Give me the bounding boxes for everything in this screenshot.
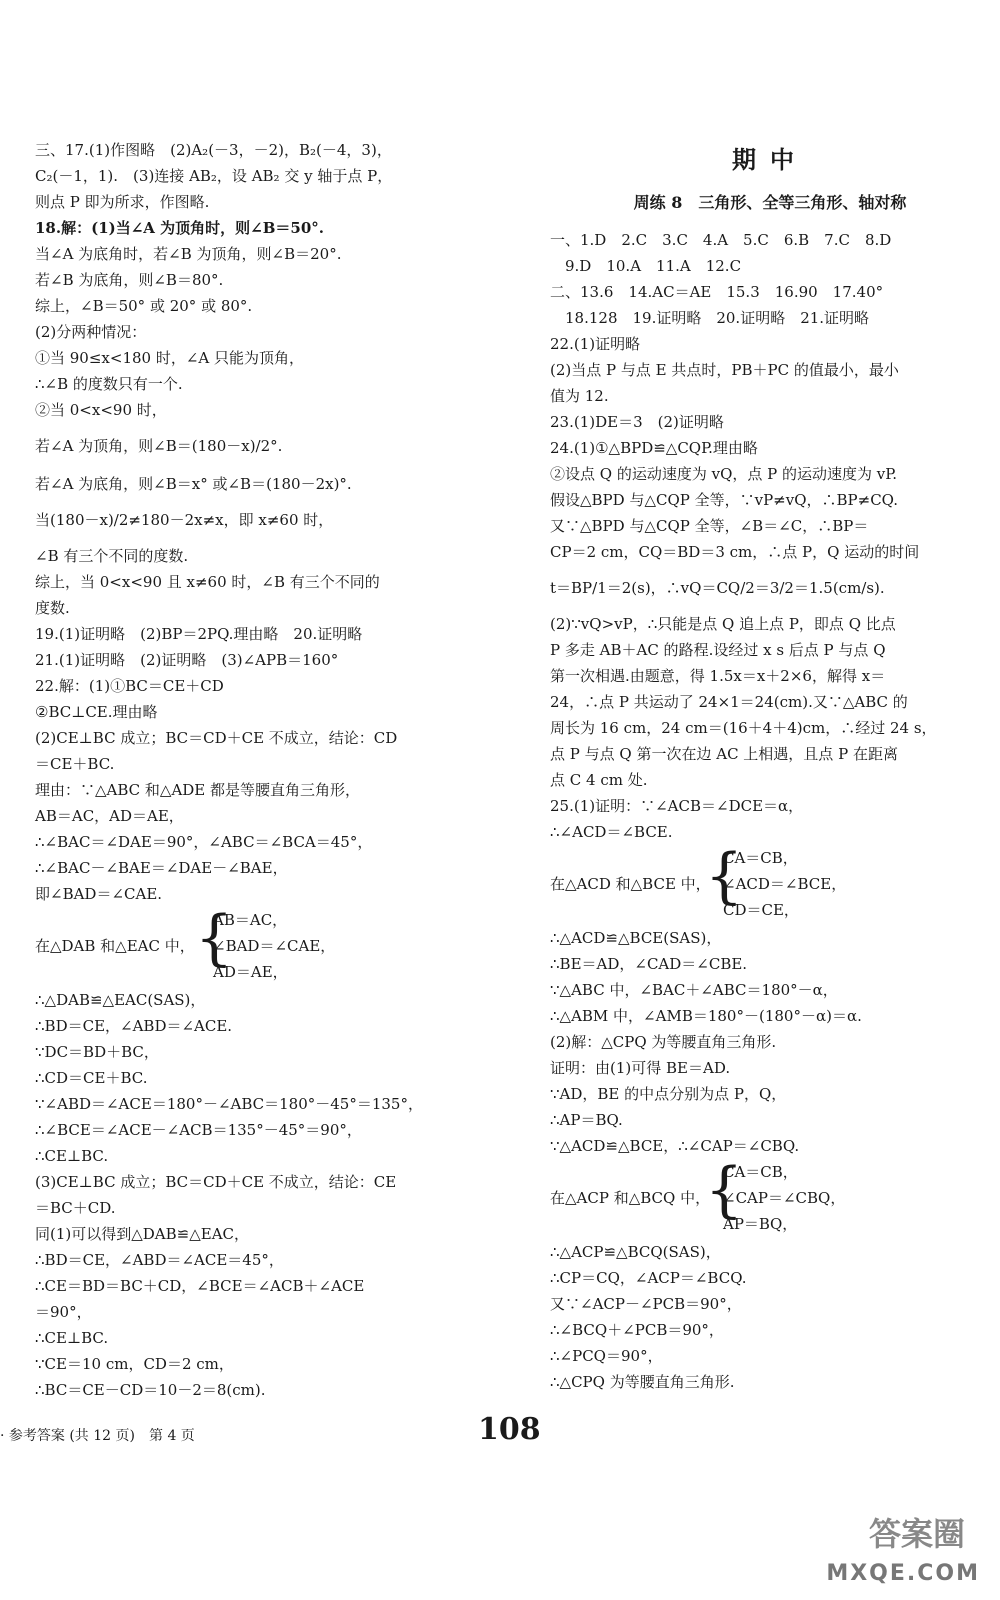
right-line: t＝BP/1＝2(s)，∴vQ＝CQ/2＝3/2＝1.5(cm/s). [550, 579, 885, 597]
right-line: ∴△ACP≌△BCQ(SAS)， [550, 1243, 721, 1261]
left-line: 当(180－x)/2≠180－2x≠x，即 x≠60 时， [35, 511, 334, 529]
brace-icon: { [195, 903, 234, 973]
right-line: 22.(1)证明略 [550, 335, 641, 353]
watermark-url: MXQE.COM [826, 1561, 980, 1586]
left-line: ∴CE⊥BC. [35, 1329, 109, 1347]
right-line: 9.D 10.A 11.A 12.C [550, 257, 742, 275]
left-line: 若∠A 为底角，则∠B＝x° 或∠B＝(180－2x)°. [35, 475, 352, 493]
left-line: (3)CE⊥BC 成立；BC＝CD＋CE 不成立，结论：CE [35, 1173, 397, 1191]
left-line: AB＝AC，AD＝AE， [35, 807, 184, 825]
right-line: ∴△CPQ 为等腰直角三角形. [550, 1373, 735, 1391]
left-line: ∴CE＝BD＝BC＋CD，∠BCE＝∠ACB＋∠ACE [35, 1277, 365, 1295]
brace-line: AP＝BQ， [723, 1215, 798, 1233]
left-line: ∵DC＝BD＋BC， [35, 1043, 159, 1061]
right-line: CP＝2 cm，CQ＝BD＝3 cm，∴点 P，Q 运动的时间 [550, 543, 920, 561]
left-line: 度数. [35, 599, 70, 617]
brace-line: CA＝CB， [723, 849, 798, 867]
right-line: (2)当点 P 与点 E 共点时，PB＋PC 的值最小，最小 [550, 361, 899, 379]
left-line: 即∠BAD＝∠CAE. [35, 885, 163, 903]
right-line: ∴△ABM 中，∠AMB＝180°－(180°－α)＝α. [550, 1007, 862, 1025]
left-line: 三、17.(1)作图略 (2)A₂(－3，－2)，B₂(－4，3)， [35, 141, 392, 159]
left-line: ∴∠BCE＝∠ACE－∠ACB＝135°－45°＝90°， [35, 1121, 362, 1139]
right-line: P 多走 AB＋AC 的路程.设经过 x s 后点 P 与点 Q [550, 641, 886, 659]
left-line: 则点 P 即为所求，作图略. [35, 193, 210, 211]
right-line: 一、1.D 2.C 3.C 4.A 5.C 6.B 7.C 8.D [550, 231, 892, 249]
left-line: 18.解：(1)当∠A 为顶角时，则∠B＝50°. [35, 219, 325, 237]
section-title: 期中 [732, 145, 808, 174]
right-line: ∵AD，BE 的中点分别为点 P，Q， [550, 1085, 787, 1103]
footer-text: · 参考答案 (共 12 页) 第 4 页 [0, 1428, 195, 1444]
left-line: ∵CE＝10 cm，CD＝2 cm， [35, 1355, 234, 1373]
left-line: ∴∠BAC－∠BAE＝∠DAE－∠BAE， [35, 859, 288, 877]
left-line: 在△DAB 和△EAC 中， [35, 937, 195, 955]
left-line: (2)CE⊥BC 成立；BC＝CD＋CE 不成立，结论：CD [35, 729, 398, 747]
right-line: ∴BE＝AD，∠CAD＝∠CBE. [550, 955, 748, 973]
left-line: ∴CD＝CE＋BC. [35, 1069, 148, 1087]
right-line: 二、13.6 14.AC＝AE 15.3 16.90 17.40° [550, 283, 884, 301]
right-line: ∵△ABC 中，∠BAC＋∠ABC＝180°－α， [550, 981, 838, 999]
left-line: 21.(1)证明略 (2)证明略 (3)∠APB＝160° [35, 651, 339, 669]
right-line: ∵△ACD≌△BCE，∴∠CAP＝∠CBQ. [550, 1137, 800, 1155]
right-line: (2)∵vQ>vP，∴只能是点 Q 追上点 P，即点 Q 比点 [550, 615, 896, 633]
right-line: 证明：由(1)可得 BE＝AD. [550, 1059, 731, 1077]
right-line: 23.(1)DE＝3 (2)证明略 [550, 413, 724, 431]
right-line: 25.(1)证明：∵∠ACB＝∠DCE＝α， [550, 797, 804, 815]
left-line: 理由：∵△ABC 和△ADE 都是等腰直角三角形， [35, 781, 361, 799]
right-line: 假设△BPD 与△CQP 全等，∵vP≠vQ，∴BP≠CQ. [550, 491, 899, 509]
page-number: 108 [478, 1412, 541, 1447]
right-line: 又∵△BPD 与△CQP 全等，∠B＝∠C，∴BP＝ [550, 517, 869, 535]
right-line: 点 P 与点 Q 第一次在边 AC 上相遇，且点 P 在距离 [550, 745, 898, 763]
left-line: ∠B 有三个不同的度数. [35, 547, 189, 565]
left-line: ∴∠BAC＝∠DAE＝90°，∠ABC＝∠BCA＝45°， [35, 833, 373, 851]
brace-line: AD＝AE， [213, 963, 288, 981]
right-line: ∴∠PCQ＝90°， [550, 1347, 663, 1365]
left-line: 若∠B 为底角，则∠B＝80°. [35, 271, 224, 289]
left-line: ①当 90≤x<180 时，∠A 只能为顶角， [35, 349, 305, 367]
left-line: ∴∠B 的度数只有一个. [35, 375, 183, 393]
left-line: ∴BD＝CE，∠ABD＝∠ACE. [35, 1017, 233, 1035]
brace-line: ∠ACD＝∠BCE， [723, 875, 847, 893]
right-line: 第一次相遇.由题意，得 1.5x＝x＋2×6，解得 x＝ [550, 667, 886, 685]
right-line: 又∵∠ACP－∠PCB＝90°， [550, 1295, 742, 1313]
left-line: 19.(1)证明略 (2)BP＝2PQ.理由略 20.证明略 [35, 625, 363, 643]
watermark-logo: 答案圈 [868, 1515, 965, 1553]
left-line: 22.解：(1)①BC＝CE＋CD [35, 677, 224, 695]
left-line: ②BC⊥CE.理由略 [35, 703, 158, 721]
brace-line: ∠CAP＝∠CBQ， [723, 1189, 846, 1207]
left-line: 当∠A 为底角时，若∠B 为顶角，则∠B＝20°. [35, 245, 342, 263]
left-line: ②当 0<x<90 时， [35, 401, 167, 419]
brace-icon: { [705, 841, 744, 911]
left-line: ∴CE⊥BC. [35, 1147, 109, 1165]
left-line: ＝90°， [35, 1303, 92, 1321]
right-line: ∴CP＝CQ，∠ACP＝∠BCQ. [550, 1269, 747, 1287]
right-line: (2)解：△CPQ 为等腰直角三角形. [550, 1033, 777, 1051]
section-subtitle: 周练 8 三角形、全等三角形、轴对称 [633, 193, 907, 212]
right-line: ②设点 Q 的运动速度为 vQ，点 P 的运动速度为 vP. [550, 465, 898, 483]
right-line: 24，∴点 P 共运动了 24×1＝24(cm).又∵△ABC 的 [550, 693, 908, 711]
right-line: ∴AP＝BQ. [550, 1111, 623, 1129]
left-line: 综上，∠B＝50° 或 20° 或 80°. [35, 297, 253, 315]
left-line: ∵∠ABD＝∠ACE＝180°－∠ABC＝180°－45°＝135°， [35, 1095, 423, 1113]
left-line: ∴△DAB≌△EAC(SAS)， [35, 991, 206, 1009]
right-line: ∴∠BCQ＋∠PCB＝90°， [550, 1321, 724, 1339]
brace-icon: { [705, 1155, 744, 1225]
left-line: ＝BC＋CD. [35, 1199, 116, 1217]
brace-line: ∠BAD＝∠CAE， [213, 937, 336, 955]
right-line: 在△ACD 和△BCE 中， [550, 875, 711, 893]
left-line: (2)分两种情况： [35, 323, 147, 341]
right-line: 18.128 19.证明略 20.证明略 21.证明略 [550, 309, 870, 327]
right-line: ∴∠ACD＝∠BCE. [550, 823, 673, 841]
left-line: ∴BD＝CE，∠ABD＝∠ACE＝45°， [35, 1251, 284, 1269]
left-line: 综上，当 0<x<90 且 x≠60 时，∠B 有三个不同的 [35, 573, 380, 591]
right-line: 点 C 4 cm 处. [550, 771, 648, 789]
brace-line: CD＝CE， [723, 901, 799, 919]
left-line: ∴BC＝CE－CD＝10－2＝8(cm). [35, 1381, 266, 1399]
brace-line: AB＝AC， [213, 911, 288, 929]
brace-line: CA＝CB， [723, 1163, 798, 1181]
left-line: 若∠A 为顶角，则∠B＝(180－x)/2°. [35, 437, 283, 455]
right-line: 值为 12. [550, 387, 609, 405]
left-line: ＝CE＋BC. [35, 755, 115, 773]
left-line: 同(1)可以得到△DAB≌△EAC， [35, 1225, 250, 1243]
right-line: ∴△ACD≌△BCE(SAS)， [550, 929, 722, 947]
right-line: 周长为 16 cm，24 cm＝(16＋4＋4)cm，∴经过 24 s， [550, 719, 937, 737]
right-line: 24.(1)①△BPD≌△CQP.理由略 [550, 439, 758, 457]
right-line: 在△ACP 和△BCQ 中， [550, 1189, 711, 1207]
left-line: C₂(－1，1). (3)连接 AB₂，设 AB₂ 交 y 轴于点 P， [35, 167, 393, 185]
